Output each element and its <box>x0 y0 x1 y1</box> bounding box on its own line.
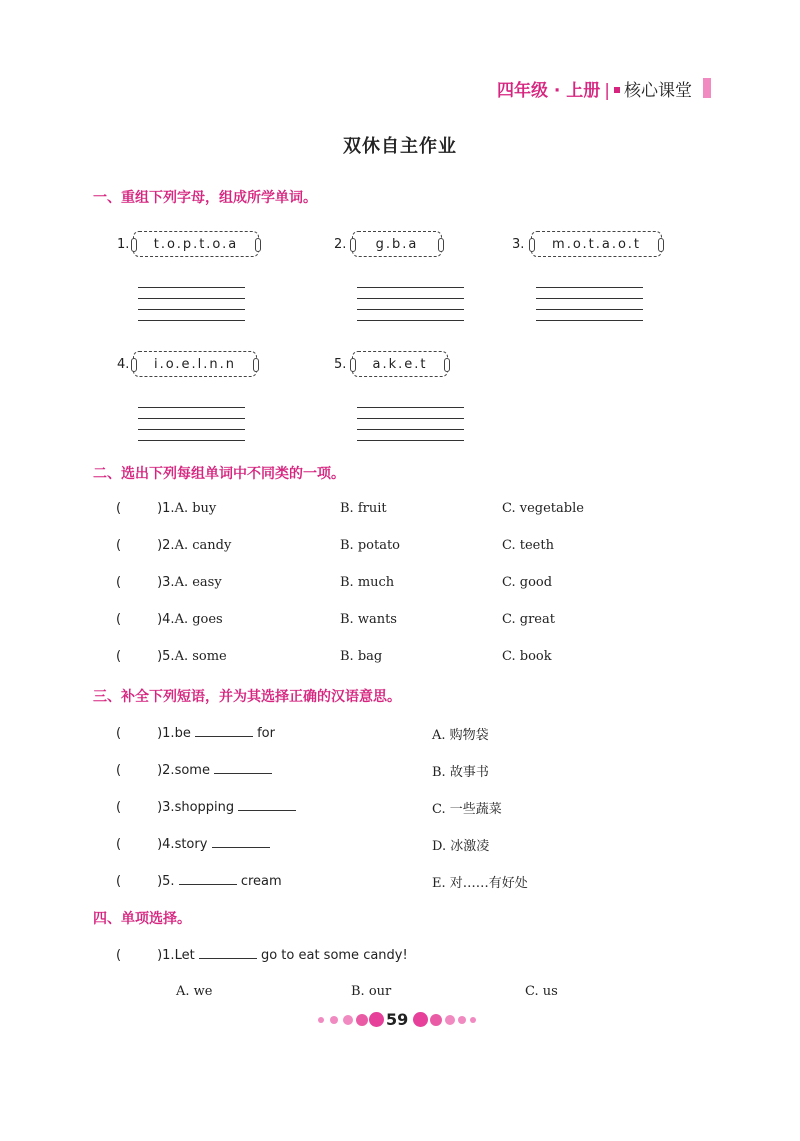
footer-dot-icon <box>356 1014 368 1026</box>
answer-lines-4[interactable] <box>138 407 245 451</box>
section3-heading: 三、补全下列短语，并为其选择正确的汉语意思。 <box>93 689 401 705</box>
letter-box-2: g.b.a <box>352 231 442 257</box>
choice-c[interactable]: C. us <box>525 984 558 999</box>
answer-paren-close: ) <box>157 612 163 627</box>
option-a: A. buy <box>174 501 217 516</box>
question-number: 1. <box>162 948 175 963</box>
fill-blank[interactable] <box>199 946 257 959</box>
phrase-post: cream <box>240 874 282 889</box>
section2-heading: 二、选出下列每组单词中不同类的一项。 <box>93 466 345 482</box>
question-number: 3. <box>162 575 175 590</box>
answer-lines-2[interactable] <box>357 287 464 331</box>
book-name: 核心课堂 <box>624 81 693 101</box>
grade-label: 四年级 · 上册 <box>497 81 601 101</box>
footer-dot-icon <box>445 1015 455 1025</box>
square-bullet-icon <box>614 87 620 93</box>
header-book-title <box>497 76 692 101</box>
meaning-option-a: A. 购物袋 <box>432 728 489 743</box>
answer-paren-open[interactable]: ( <box>116 837 122 852</box>
footer-dot-icon <box>413 1012 428 1027</box>
answer-paren-close: ) <box>157 538 163 553</box>
meaning-option-c: C. 一些蔬菜 <box>432 802 502 817</box>
s4-row-1 <box>116 946 408 963</box>
answer-paren-close: ) <box>157 874 163 889</box>
question-number: 4. <box>162 612 175 627</box>
option-c: C. vegetable <box>502 501 584 516</box>
option-b: B. potato <box>340 538 400 553</box>
q1-number: 1. <box>117 237 130 252</box>
footer-dot-icon <box>369 1012 384 1027</box>
option-c: C. good <box>502 575 553 590</box>
letter-box-5: a.k.e.t <box>352 351 448 377</box>
s3-row-5 <box>116 872 282 889</box>
option-a: A. easy <box>174 575 222 590</box>
meaning-option-b: B. 故事书 <box>432 765 489 780</box>
answer-paren-close: ) <box>157 837 163 852</box>
option-a: A. goes <box>174 612 223 627</box>
s2-row-1 <box>116 501 216 516</box>
phrase-post: for <box>257 726 275 741</box>
footer-dot-icon <box>318 1017 324 1023</box>
page-title: 双休自主作业 <box>343 136 457 157</box>
page-number: 59 <box>386 1010 409 1029</box>
sentence-pre: Let <box>174 948 195 963</box>
question-number: 5. <box>162 649 175 664</box>
fill-blank[interactable] <box>212 835 270 848</box>
answer-paren-open[interactable]: ( <box>116 538 122 553</box>
answer-paren-open[interactable]: ( <box>116 726 122 741</box>
phrase-pre: shopping <box>174 800 235 815</box>
q4-number: 4. <box>117 357 130 372</box>
section1-heading: 一、重组下列字母，组成所学单词。 <box>93 190 317 206</box>
s2-row-5 <box>116 649 227 664</box>
choice-a[interactable]: A. we <box>176 984 213 999</box>
q5-number: 5. <box>334 357 347 372</box>
answer-paren-open[interactable]: ( <box>116 649 122 664</box>
footer-dot-icon <box>343 1015 353 1025</box>
answer-lines-3[interactable] <box>536 287 643 331</box>
choice-b[interactable]: B. our <box>351 984 392 999</box>
s3-row-2 <box>116 761 272 778</box>
option-a: A. candy <box>174 538 232 553</box>
sentence-post: go to eat some candy! <box>260 948 408 963</box>
footer-dot-icon <box>470 1017 476 1023</box>
letter-box-3: m.o.t.a.o.t <box>531 231 662 257</box>
s2-row-4 <box>116 612 223 627</box>
fill-blank[interactable] <box>179 872 237 885</box>
fill-blank[interactable] <box>214 761 272 774</box>
answer-paren-open[interactable]: ( <box>116 575 122 590</box>
answer-paren-open[interactable]: ( <box>116 948 122 963</box>
option-a: A. some <box>174 649 227 664</box>
question-number: 2. <box>162 538 175 553</box>
answer-lines-1[interactable] <box>138 287 245 331</box>
s3-row-4 <box>116 835 270 852</box>
question-number: 4. <box>162 837 175 852</box>
header-separator: | <box>604 81 611 101</box>
answer-paren-open[interactable]: ( <box>116 800 122 815</box>
question-number: 1. <box>162 501 175 516</box>
answer-paren-close: ) <box>157 763 163 778</box>
answer-paren-close: ) <box>157 726 163 741</box>
s3-row-3 <box>116 798 296 815</box>
question-number: 3. <box>162 800 175 815</box>
s3-row-1 <box>116 724 275 741</box>
footer-dot-icon <box>430 1014 442 1026</box>
answer-paren-open[interactable]: ( <box>116 763 122 778</box>
footer-dot-icon <box>458 1016 466 1024</box>
phrase-pre: some <box>174 763 210 778</box>
phrase-pre: be <box>174 726 191 741</box>
answer-lines-5[interactable] <box>357 407 464 451</box>
letter-box-4: i.o.e.l.n.n <box>133 351 257 377</box>
footer-dot-icon <box>330 1016 338 1024</box>
option-b: B. bag <box>340 649 383 664</box>
s2-row-2 <box>116 538 231 553</box>
answer-paren-close: ) <box>157 800 163 815</box>
section4-heading: 四、单项选择。 <box>93 911 191 927</box>
option-c: C. great <box>502 612 555 627</box>
q2-number: 2. <box>334 237 347 252</box>
q3-number: 3. <box>512 237 525 252</box>
phrase-pre: story <box>174 837 208 852</box>
question-number: 1. <box>162 726 175 741</box>
option-c: C. book <box>502 649 552 664</box>
answer-paren-open[interactable]: ( <box>116 501 122 516</box>
meaning-option-d: D. 冰激凌 <box>432 839 490 854</box>
fill-blank[interactable] <box>238 798 296 811</box>
option-c: C. teeth <box>502 538 554 553</box>
fill-blank[interactable] <box>195 724 253 737</box>
question-number: 5. <box>162 874 175 889</box>
meaning-option-e: E. 对……有好处 <box>432 876 528 891</box>
letter-box-1: t.o.p.t.o.a <box>133 231 259 257</box>
answer-paren-open[interactable]: ( <box>116 612 122 627</box>
answer-paren-close: ) <box>157 649 163 664</box>
s2-row-3 <box>116 575 222 590</box>
answer-paren-open[interactable]: ( <box>116 874 122 889</box>
answer-paren-close: ) <box>157 501 163 516</box>
option-b: B. fruit <box>340 501 387 516</box>
answer-paren-close: ) <box>157 575 163 590</box>
header-accent-bar <box>703 78 711 98</box>
answer-paren-close: ) <box>157 948 163 963</box>
option-b: B. wants <box>340 612 397 627</box>
option-b: B. much <box>340 575 395 590</box>
question-number: 2. <box>162 763 175 778</box>
